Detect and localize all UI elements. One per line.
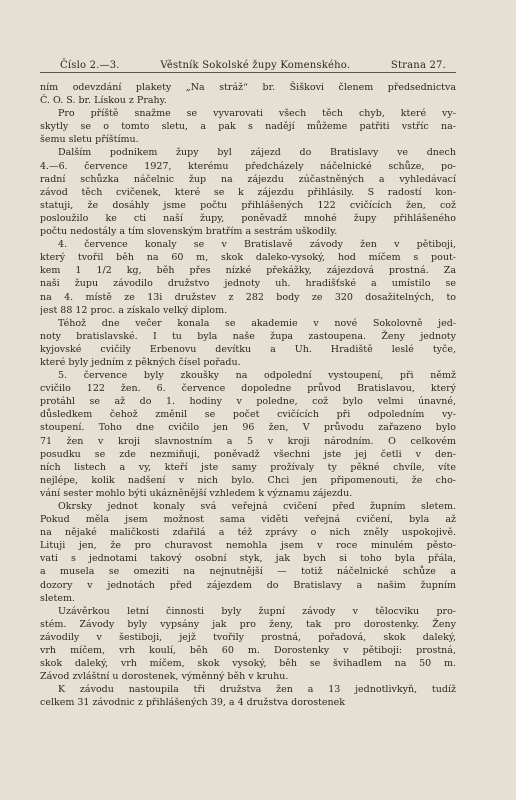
text-line: na nějaké maličkosti zdařilá a též zprávy o nich zněly uspokojivě. [40,527,456,539]
text-line: statuji, že dosáhly jsme počtu přihlášených 122 cvičících žen, což [40,199,456,211]
text-line: 5. července byly zkoušky na odpolední vystoupení, při němž [58,370,456,382]
text-line: 4. července konaly se v Bratislavě závody žen v pětiboji, [58,239,456,251]
text-line: Závod zvláštní u dorostenek, výměnný běh v kruhu. [40,671,289,683]
text-line: Lituji jen, že pro churavost nemohla jsem v roce minulém pěsto- [40,540,456,552]
text-line: stoupení. Toho dne cvičilo jen 96 žen, V průvodu zařazeno bylo [40,422,456,434]
text-line: který tvořil běh na 60 m, skok daleko-vysoký, hod míčem s pout- [40,252,456,264]
paragraph [40,146,456,238]
text-line: skok daleký, vrh míčem, skok vysoký, běh se švihadlem na 50 m. [40,658,456,670]
text-line: na 4. místě ze 13i družstev z 282 body ze 320 dosažitelných, to [40,291,456,303]
text-line: posloužilo ke cti naší župy, poněvadž mnohé župy přihlášeného [40,212,456,224]
paragraph [40,683,456,709]
text-line: 71 žen v kroji slavnostním a 5 v kroji národním. O celkovém [40,435,456,447]
text-line: kyjovské cvičily Erbenovu devítku a Uh. Hradiště leslé tyče, [40,343,456,355]
text-line: závod těch cvičenek, které se k zájezdu přihlásily. S radostí kon- [40,186,456,198]
paragraph [40,107,456,146]
text-line: Pro příště snažme se vyvarovati všech těch chyb, které vy- [58,108,456,120]
text-line: a musela se omeziti na nejnutnější — totiž náčelnické schůze a [40,566,456,578]
text-line: naši župu závodilo družstvo jednoty uh. hradišťské a umístilo se [40,278,456,290]
text-line: protáhl se až do 1. hodiny v poledne, což bylo velmi únavné, [40,396,456,408]
paragraph [40,238,456,317]
text-line: nejlépe, kolik nadšení v nich bylo. Chci jen připomenouti, že cho- [40,474,456,486]
text-line: ních listech a vy, kteří jste samy prožívaly ty pěkné chvíle, víte [40,461,456,473]
text-line: cvičilo 122 žen. 6. července dopoledne průvod Bratislavou, který [40,383,456,395]
text-line: vání sester mohlo býti ukázněnější vzhledem k významu zájezdu. [40,487,353,499]
text-line: celkem 31 závodnic z přihlášených 39, a 4 družstva dorostenek [40,697,346,709]
paragraph [40,605,456,684]
text-line: jest 88 12 proc. a získalo velký diplom. [40,304,228,316]
text-line: stém. Závody byly vypsány jak pro ženy, tak pro dorostenky. Ženy [40,618,456,630]
document-body [40,81,456,710]
text-line: noty bratislavské. I tu byla naše župa zastoupena. Ženy jednoty [40,330,456,342]
paragraph [40,81,456,107]
text-line: Téhož dne večer konala se akademie v nové Sokolovně jed- [58,317,456,329]
text-line: Dalším podnikem župy byl zájezd do Bratislavy ve dnech [58,147,456,159]
text-line: Uzávěrkou letní činnosti byly župní závody v tělocviku pro- [58,605,456,617]
paragraph [40,369,456,500]
text-line: důsledkem čehož změnil se počet cvičících při odpoledním vy- [40,409,456,421]
text-line: závodily v šestiboji, jejž tvořily prostná, pořadová, skok daleký, [40,631,456,643]
text-line: skytly se o tomto sletu, a pak s nadějí můžeme patřiti vstříc na- [40,121,456,133]
text-line: počtu nedostály a tím slovenským bratřím a sestrám uškodily. [40,226,338,238]
text-line: šemu sletu příštímu. [40,134,139,146]
text-line: 4.—6. července 1927, kterému předcházely náčelnické schůze, po- [40,160,456,172]
text-line: ním odevzdání plakety „Na stráž“ br. Šiškovi členem předsednictva [40,82,456,93]
text-line: vati s jednotami takový osobní styk, jak bych si toho byla přála, [40,553,456,565]
text-line: Pokud měla jsem možnost sama viděti veřejná cvičení, byla až [40,514,456,526]
journal-title: Věstník Sokolské župy Komenského. [160,60,351,71]
text-line: posudku se zde nezmiňuji, poněvadž všechni jste jej četli v den- [40,448,456,460]
text-line: které byly jedním z pěkných čísel pořadu. [40,356,241,368]
running-header [40,60,456,73]
text-line: Okrsky jednot konaly svá veřejná cvičení před župním sletem. [58,501,456,512]
paragraph [40,500,456,605]
text-line: K závodu nastoupila tři družstva žen a 13 jednotlivkyň, tudíž [58,684,456,696]
text-line: kem 1 1/2 kg, běh přes nízké překážky, zájezdová prostná. Za [40,265,456,277]
text-line: sletem. [40,592,76,604]
issue-number: Číslo 2.—3. [60,60,120,71]
text-line: dozory v jednotách před zájezdem do Bratislavy a našim župním [40,579,456,591]
text-line: radní schůzka náčelnic žup na zájezdu zúčastněných a vyhledávací [40,173,456,185]
paragraph [40,317,456,369]
page-number: Strana 27. [390,60,446,71]
text-line: Č. O. S. br. Lískou z Prahy. [40,95,167,107]
text-line: vrh míčem, vrh koulí, běh 60 m. Dorostenky v pětiboji: prostná, [40,645,456,657]
